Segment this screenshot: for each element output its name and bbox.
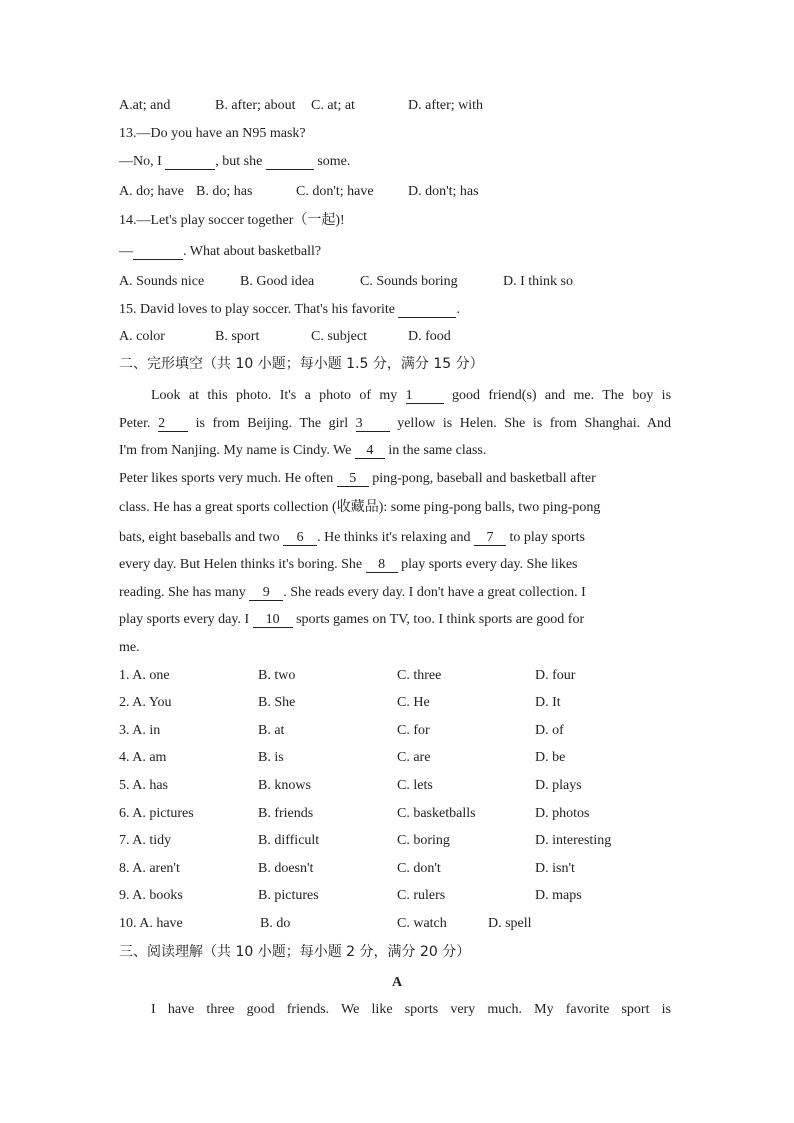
passage-line-10: me. xyxy=(119,640,140,655)
blank-5: 5 xyxy=(337,471,369,487)
q13-response: —No, I , but she some. xyxy=(119,154,351,169)
q13-option-c: C. don't; have xyxy=(296,184,374,199)
cloze-8-option-a: 8. A. aren't xyxy=(119,861,180,876)
q12-option-c: C. at; at xyxy=(311,98,355,113)
blank-1: 1 xyxy=(406,388,444,404)
blank-4: 4 xyxy=(355,443,385,459)
cloze-1-option-c: C. three xyxy=(397,668,442,683)
reading-part-heading: A xyxy=(391,975,403,990)
cloze-1-option-b: B. two xyxy=(258,668,296,683)
cloze-7-option-b: B. difficult xyxy=(258,833,320,848)
cloze-6-option-d: D. photos xyxy=(535,806,590,821)
cloze-1-option-a: 1. A. one xyxy=(119,668,170,683)
q14-option-d: D. I think so xyxy=(503,274,573,289)
blank-9: 9 xyxy=(249,585,283,601)
cloze-8-option-c: C. don't xyxy=(397,861,441,876)
q15-blank xyxy=(398,302,456,318)
cloze-3-option-c: C. for xyxy=(397,723,430,738)
cloze-4-option-d: D. be xyxy=(535,750,566,765)
q14-option-c: C. Sounds boring xyxy=(360,274,458,289)
q14-response: — . What about basketball? xyxy=(119,244,322,259)
blank-2: 2 xyxy=(158,416,188,432)
cloze-10-option-a: 10. A. have xyxy=(119,916,183,931)
cloze-7-option-d: D. interesting xyxy=(535,833,612,848)
cloze-4-option-a: 4. A. am xyxy=(119,750,167,765)
passage-line-9: play sports every day. I 10 sports games on TV, too. I think sports are good for xyxy=(119,612,585,627)
q15-stem: 15. David loves to play soccer. That's his favorite . xyxy=(119,302,460,317)
cloze-4-option-c: C. are xyxy=(397,750,431,765)
cloze-9-option-b: B. pictures xyxy=(258,888,319,903)
cloze-8-option-b: B. doesn't xyxy=(258,861,314,876)
q14-option-b: B. Good idea xyxy=(240,274,315,289)
passage-line-4: Peter likes sports very much. He often 5 ping-pong, baseball and basketball after xyxy=(119,471,596,486)
section2-title: 二、完形填空（共 10 小题；每小题 1.5 分，满分 15 分） xyxy=(119,356,484,372)
cloze-9-option-a: 9. A. books xyxy=(119,888,183,903)
cloze-2-option-b: B. She xyxy=(258,695,296,710)
passage-line-8: reading. She has many 9 . She reads every day. I don't have a great collection. I xyxy=(119,585,586,600)
cloze-4-option-b: B. is xyxy=(258,750,284,765)
cloze-7-option-c: C. boring xyxy=(397,833,450,848)
q14-stem: 14.—Let's play soccer together（一起)! xyxy=(119,213,345,228)
q12-option-b: B. after; about xyxy=(215,98,296,113)
q15-option-d: D. food xyxy=(408,329,451,344)
reading-first-line: I have three good friends. We like sports very much. My favorite sport is xyxy=(151,1002,671,1017)
cloze-3-option-b: B. at xyxy=(258,723,285,738)
section3-title: 三、阅读理解（共 10 小题；每小题 2 分，满分 20 分） xyxy=(119,944,471,960)
blank-6: 6 xyxy=(283,530,317,546)
q13-blank-1 xyxy=(165,154,215,170)
q14-option-a: A. Sounds nice xyxy=(119,274,205,289)
q14-blank xyxy=(133,244,183,260)
cloze-5-option-d: D. plays xyxy=(535,778,582,793)
q15-option-b: B. sport xyxy=(215,329,260,344)
q15-option-a: A. color xyxy=(119,329,165,344)
cloze-8-option-d: D. isn't xyxy=(535,861,575,876)
cloze-5-option-b: B. knows xyxy=(258,778,311,793)
cloze-1-option-d: D. four xyxy=(535,668,576,683)
blank-8: 8 xyxy=(366,557,398,573)
blank-3: 3 xyxy=(356,416,390,432)
q13-option-a: A. do; have xyxy=(119,184,184,199)
passage-line-6: bats, eight baseballs and two 6 . He thinks it's relaxing and 7 to play sports xyxy=(119,530,585,545)
cloze-10-option-d: D. spell xyxy=(488,916,532,931)
cloze-3-option-d: D. of xyxy=(535,723,564,738)
q13-option-b: B. do; has xyxy=(196,184,253,199)
q12-option-a: A.at; and xyxy=(119,98,171,113)
passage-line-7: every day. But Helen thinks it's boring. She 8 play sports every day. She likes xyxy=(119,557,578,572)
cloze-3-option-a: 3. A. in xyxy=(119,723,161,738)
q12-option-d: D. after; with xyxy=(408,98,484,113)
cloze-7-option-a: 7. A. tidy xyxy=(119,833,172,848)
cloze-10-option-b: B. do xyxy=(260,916,291,931)
cloze-2-option-a: 2. A. You xyxy=(119,695,172,710)
cloze-2-option-d: D. It xyxy=(535,695,561,710)
q15-option-c: C. subject xyxy=(311,329,367,344)
cloze-2-option-c: C. He xyxy=(397,695,430,710)
cloze-6-option-b: B. friends xyxy=(258,806,314,821)
cloze-9-option-c: C. rulers xyxy=(397,888,446,903)
cloze-6-option-a: 6. A. pictures xyxy=(119,806,194,821)
q13-stem: 13.—Do you have an N95 mask? xyxy=(119,126,306,141)
q13-option-d: D. don't; has xyxy=(408,184,479,199)
passage-line-5: class. He has a great sports collection (收藏品): some ping-pong balls, two ping-pong xyxy=(119,500,601,515)
blank-10: 10 xyxy=(253,612,293,628)
cloze-6-option-c: C. basketballs xyxy=(397,806,476,821)
passage-line-3: I'm from Nanjing. My name is Cindy. We 4 in the same class. xyxy=(119,443,487,458)
passage-line-2: Peter. 2 is from Beijing. The girl 3 yellow is Helen. She is from Shanghai. And xyxy=(119,416,671,431)
cloze-5-option-a: 5. A. has xyxy=(119,778,168,793)
cloze-9-option-d: D. maps xyxy=(535,888,582,903)
cloze-10-option-c: C. watch xyxy=(397,916,447,931)
cloze-5-option-c: C. lets xyxy=(397,778,433,793)
passage-line-1: Look at this photo. It's a photo of my 1 good friend(s) and me. The boy is xyxy=(151,388,672,403)
q13-blank-2 xyxy=(266,154,314,170)
blank-7: 7 xyxy=(474,530,506,546)
